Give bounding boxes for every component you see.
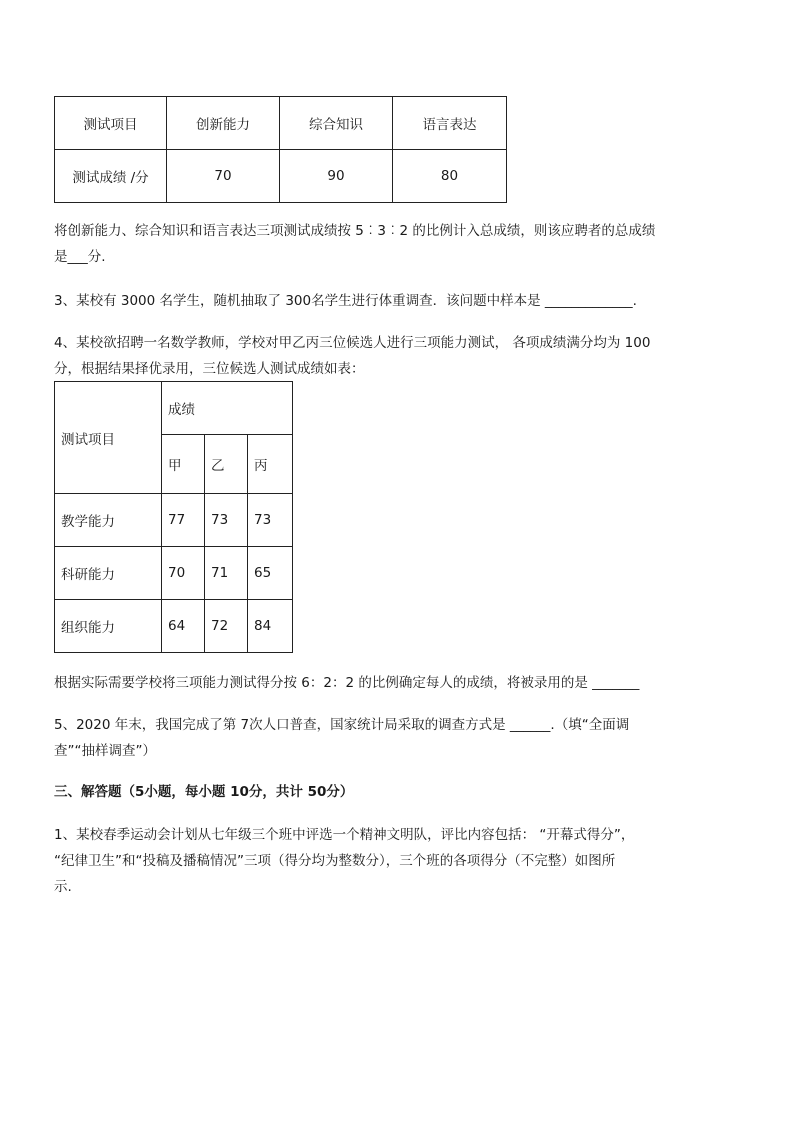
table1-header-cell: 创新能力 xyxy=(167,97,280,150)
section-3-question-1-end: 示. xyxy=(54,879,72,895)
table1-cell: 80 xyxy=(393,150,507,203)
table1-header-cell: 综合知识 xyxy=(280,97,393,150)
question-5-text-cont: 查”“抽样调查”） xyxy=(54,743,156,759)
question-2-text-cont: 是___分. xyxy=(54,249,106,265)
table2-score-cell: 77 xyxy=(162,494,205,547)
question-4-text-cont: 分，根据结果择优录用，三位候选人测试成绩如表： xyxy=(54,361,365,377)
table2-score-cell: 64 xyxy=(162,600,205,653)
section-3-question-1-cont: “纪律卫生”和“投稿及播稿情况”三项（得分均为整数分），三个班的各项得分（不完整）如图所 xyxy=(54,853,616,869)
table2-score-cell: 73 xyxy=(205,494,248,547)
table2-item-cell: 教学能力 xyxy=(55,494,162,547)
table2-score-cell: 71 xyxy=(205,547,248,600)
question-2-text: 将创新能力、综合知识和语言表达三项测试成绩按 5︰3︰2 的比例计入总成绩，则该应聘者的总成绩 xyxy=(54,223,656,239)
question-4-conclusion: 根据实际需要学校将三项能力测试得分按 6：2：2 的比例确定每人的成绩，将被录用的是 _______ xyxy=(54,675,640,691)
table1-header-cell: 语言表达 xyxy=(393,97,507,150)
score-table-1 xyxy=(54,96,507,203)
table2-score-cell: 73 xyxy=(248,494,293,547)
table1-header-cell: 测试项目 xyxy=(55,97,167,150)
table2-item-header: 测试项目 xyxy=(55,382,162,494)
table2-item-cell: 组织能力 xyxy=(55,600,162,653)
section-3-question-1: 1、某校春季运动会计划从七年级三个班中评选一个精神文明队，评比内容包括： “开幕式得分”， xyxy=(54,827,635,843)
question-3-text: 3、某校有 3000 名学生，随机抽取了 300名学生进行体重调查．该问题中样本是 _____________. xyxy=(54,293,637,309)
table1-cell: 测试成绩 /分 xyxy=(55,150,167,203)
table2-score-cell: 84 xyxy=(248,600,293,653)
table2-score-cell: 72 xyxy=(205,600,248,653)
table2-item-cell: 科研能力 xyxy=(55,547,162,600)
table2-score-cell: 70 xyxy=(162,547,205,600)
candidate-score-table xyxy=(54,381,293,653)
table2-score-cell: 65 xyxy=(248,547,293,600)
table2-candidate-header: 乙 xyxy=(205,435,248,494)
table1-cell: 90 xyxy=(280,150,393,203)
question-5-text: 5、2020 年末，我国完成了第 7次人口普查，国家统计局采取的调查方式是 ______.（填“全面调 xyxy=(54,717,630,733)
table2-score-header: 成绩 xyxy=(162,382,293,435)
table2-candidate-header: 甲 xyxy=(162,435,205,494)
question-4-text: 4、某校欲招聘一名数学教师，学校对甲乙丙三位候选人进行三项能力测试， 各项成绩满分均为 100 xyxy=(54,335,651,351)
table1-cell: 70 xyxy=(167,150,280,203)
table2-candidate-header: 丙 xyxy=(248,435,293,494)
section-3-title: 三、解答题（5小题，每小题 10分，共计 50分） xyxy=(54,784,354,800)
